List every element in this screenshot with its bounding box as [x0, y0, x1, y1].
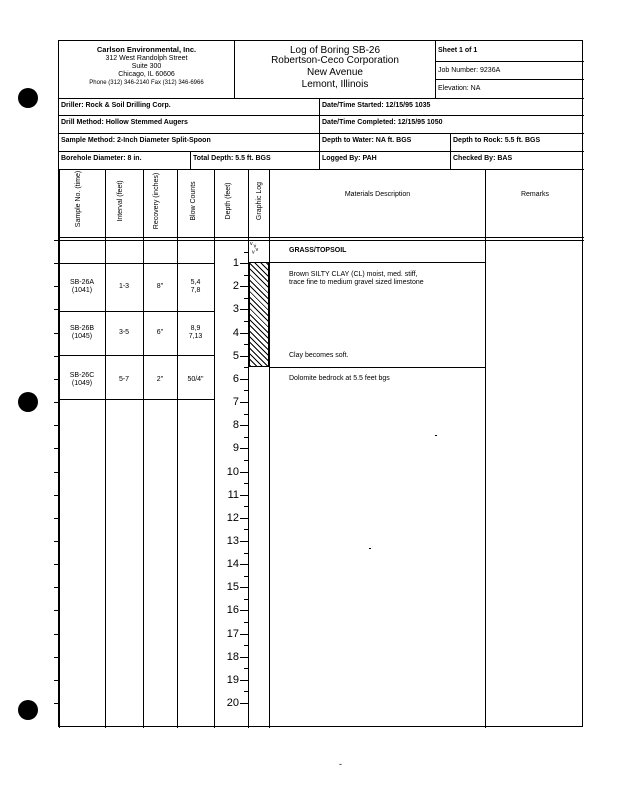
depth-tick-major	[240, 587, 248, 588]
blow-counts-1: 8,9	[190, 325, 201, 332]
desc-silty-clay-2: trace fine to medium gravel sized limestone	[289, 279, 424, 286]
company-name: Carlson Environmental, Inc.	[96, 45, 197, 54]
binder-hole-top	[18, 88, 38, 108]
depth-tick-major	[240, 379, 248, 380]
depth-tick-minor	[244, 668, 248, 669]
depth-tick-major	[240, 703, 248, 704]
col-header-graphic-log: Graphic Log	[256, 181, 263, 221]
depth-label: 10	[226, 465, 239, 478]
scan-speck	[369, 548, 371, 549]
margin-tick	[54, 402, 59, 403]
margin-tick	[54, 564, 59, 565]
margin-tick	[54, 240, 59, 241]
margin-tick	[54, 309, 59, 310]
desc-topsoil: GRASS/TOPSOIL	[289, 247, 347, 254]
depth-label: 20	[226, 697, 239, 709]
depth-tick-minor	[244, 553, 248, 554]
depth-label: 8	[232, 419, 239, 432]
depth-label: 14	[226, 558, 239, 571]
depth-tick-major	[240, 564, 248, 565]
site-street: New Avenue	[307, 67, 363, 78]
depth-tick-major	[240, 333, 248, 334]
company-suite: Suite 300	[131, 63, 162, 70]
margin-tick	[54, 379, 59, 380]
col-header-materials: Materials Description	[344, 191, 411, 198]
col-header-remarks: Remarks	[520, 191, 549, 198]
margin-tick	[54, 703, 59, 704]
margin-tick	[54, 356, 59, 357]
margin-tick	[54, 610, 59, 611]
margin-tick	[54, 495, 59, 496]
checked-by: Checked By: BAS	[453, 155, 513, 162]
depth-tick-minor	[244, 252, 248, 253]
binder-hole-bottom	[18, 700, 38, 720]
company-street: 312 West Randolph Street	[105, 55, 188, 62]
depth-label: 15	[226, 581, 239, 594]
depth-tick-minor	[244, 691, 248, 692]
depth-label: 9	[232, 442, 239, 455]
depth-label: 1	[232, 257, 239, 270]
sample-time: (1049)	[71, 380, 93, 387]
depth-tick-major	[240, 448, 248, 449]
depth-tick-minor	[244, 506, 248, 507]
company-city: Chicago, IL 60606	[118, 71, 175, 78]
blow-counts-1: 50/4"	[187, 376, 204, 383]
depth-tick-minor	[244, 437, 248, 438]
col-header-interval: Interval (feet)	[117, 180, 124, 222]
margin-tick	[54, 425, 59, 426]
margin-tick	[54, 587, 59, 588]
depth-tick-minor	[244, 645, 248, 646]
margin-tick	[54, 541, 59, 542]
site-city: Lemont, Illinois	[301, 79, 369, 90]
depth-tick-major	[240, 472, 248, 473]
sample-interval: 3-5	[118, 329, 130, 336]
date-completed: Date/Time Completed: 12/15/95 1050	[322, 119, 443, 126]
desc-bedrock: Dolomite bedrock at 5.5 feet bgs	[289, 375, 390, 382]
col-header-recovery: Recovery (inches)	[153, 172, 160, 230]
depth-tick-major	[240, 425, 248, 426]
depth-tick-minor	[244, 367, 248, 368]
depth-tick-minor	[244, 483, 248, 484]
driller: Driller: Rock & Soil Drilling Corp.	[61, 102, 171, 109]
depth-tick-major	[240, 286, 248, 287]
margin-tick	[54, 657, 59, 658]
sample-recovery: 8"	[156, 283, 164, 290]
depth-tick-minor	[244, 298, 248, 299]
job-number: Job Number: 9236A	[438, 67, 501, 74]
sheet-number: Sheet 1 of 1	[438, 47, 478, 54]
desc-silty-clay-1: Brown SILTY CLAY (CL) moist, med. stiff,	[289, 271, 418, 278]
page-footer-mark: -	[339, 759, 342, 769]
depth-tick-minor	[244, 321, 248, 322]
depth-label: 13	[226, 534, 239, 547]
sample-id: SB-26A	[69, 279, 95, 286]
margin-tick	[54, 518, 59, 519]
sample-interval: 5-7	[118, 376, 130, 383]
sample-recovery: 6"	[156, 329, 164, 336]
depth-label: 3	[232, 303, 239, 316]
depth-to-rock: Depth to Rock: 5.5 ft. BGS	[453, 137, 541, 144]
sample-id: SB-26C	[69, 372, 95, 379]
sample-id: SB-26B	[69, 325, 95, 332]
blow-counts-2: 7,8	[190, 287, 201, 294]
boring-log-sheet	[58, 40, 583, 727]
margin-tick	[54, 448, 59, 449]
graphic-log-silty-clay	[249, 262, 269, 367]
log-title: Log of Boring SB-26	[289, 45, 381, 56]
margin-tick	[54, 286, 59, 287]
sample-recovery: 2"	[156, 376, 164, 383]
client-name: Robertson-Ceco Corporation	[271, 55, 399, 66]
margin-tick	[54, 634, 59, 635]
depth-tick-minor	[244, 460, 248, 461]
binder-hole-middle	[18, 392, 38, 412]
depth-tick-major	[240, 356, 248, 357]
depth-tick-major	[240, 309, 248, 310]
total-depth: Total Depth: 5.5 ft. BGS	[193, 155, 271, 162]
col-header-sample-no: Sample No. (time)	[75, 170, 82, 228]
depth-tick-minor	[244, 622, 248, 623]
depth-label: 5	[232, 349, 239, 362]
sample-method: Sample Method: 2-Inch Diameter Split-Spoon	[61, 137, 211, 144]
depth-tick-major	[240, 541, 248, 542]
depth-tick-major	[240, 495, 248, 496]
depth-tick-major	[240, 402, 248, 403]
graphic-log-topsoil: ᵛᵥ ᵥᵛ	[250, 240, 260, 255]
depth-label: 19	[226, 673, 239, 686]
blow-counts-2: 7,13	[188, 333, 203, 340]
col-header-blow-counts: Blow Counts	[190, 181, 197, 221]
blow-counts-1: 5,4	[190, 279, 201, 286]
depth-label: 2	[232, 280, 239, 293]
depth-tick-major	[240, 610, 248, 611]
depth-to-water: Depth to Water: NA ft. BGS	[322, 137, 412, 144]
scan-speck	[435, 435, 437, 436]
depth-label: 18	[226, 650, 239, 663]
margin-tick	[54, 263, 59, 264]
depth-tick-minor	[244, 344, 248, 345]
depth-tick-minor	[244, 390, 248, 391]
sample-time: (1045)	[71, 333, 93, 340]
margin-tick	[54, 333, 59, 334]
company-phone-fax: Phone (312) 346-2140 Fax (312) 346-6966	[89, 80, 204, 86]
margin-tick	[54, 680, 59, 681]
desc-clay-soft: Clay becomes soft.	[289, 352, 349, 359]
col-header-depth: Depth (feet)	[225, 182, 232, 220]
depth-tick-major	[240, 657, 248, 658]
depth-label: 7	[232, 396, 239, 409]
depth-tick-major	[240, 518, 248, 519]
drill-method: Drill Method: Hollow Stemmed Augers	[61, 119, 188, 126]
depth-label: 4	[232, 326, 239, 339]
borehole-diameter: Borehole Diameter: 8 in.	[61, 155, 142, 162]
depth-label: 11	[227, 488, 239, 501]
elevation: Elevation: NA	[438, 85, 481, 92]
sample-interval: 1-3	[118, 283, 130, 290]
depth-label: 6	[232, 372, 239, 385]
depth-tick-major	[240, 634, 248, 635]
date-started: Date/Time Started: 12/15/95 1035	[322, 102, 431, 109]
depth-tick-major	[240, 263, 248, 264]
sample-time: (1041)	[71, 287, 93, 294]
margin-tick	[54, 472, 59, 473]
depth-tick-minor	[244, 576, 248, 577]
depth-label: 16	[226, 604, 239, 617]
depth-tick-minor	[244, 275, 248, 276]
depth-tick-minor	[244, 599, 248, 600]
depth-tick-major	[240, 680, 248, 681]
logged-by: Logged By: PAH	[322, 155, 377, 162]
depth-tick-minor	[244, 529, 248, 530]
depth-label: 12	[226, 511, 239, 524]
depth-tick-minor	[244, 414, 248, 415]
depth-label: 17	[226, 627, 239, 640]
